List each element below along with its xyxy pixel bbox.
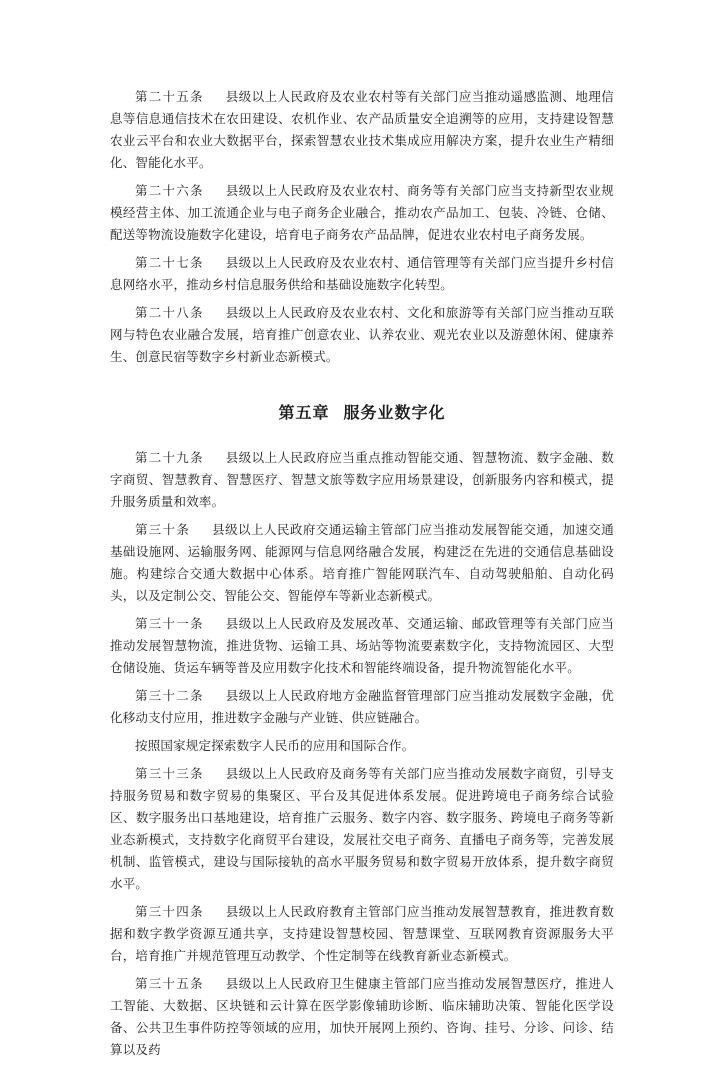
article-text: 县级以上人民政府及发展改革、交通运输、邮政管理等有关部门应当推动发展智慧物流，推进货物、运输工具、场站等物流要素数字化，支持物流园区、大型仓储设施、货运车辆等普及应用数字化技术和智能终端设备，提升物流智能化水平。 <box>110 616 614 675</box>
article-text: 县级以上人民政府应当重点推动智能交通、智慧物流、数字金融、数字商贸、智慧教育、智慧医疗、智慧文旅等数字应用场景建设，创新服务内容和模式，提升服务质量和效率。 <box>110 450 614 509</box>
article-paragraph <box>110 519 614 607</box>
article-paragraph <box>110 613 614 679</box>
article-number: 第三十二条 <box>135 688 204 703</box>
article-paragraph <box>110 973 614 1061</box>
article-text: 按照国家规定探索数字人民币的应用和国际合作。 <box>135 738 415 753</box>
article-paragraph <box>110 901 614 967</box>
article-paragraph <box>110 252 614 296</box>
chapter-title: 服务业数字化 <box>343 403 446 422</box>
document-page <box>110 86 614 1067</box>
article-paragraph <box>110 86 614 174</box>
article-number: 第二十八条 <box>135 305 204 320</box>
article-number: 第三十五条 <box>135 976 204 991</box>
article-number: 第二十九条 <box>135 450 204 465</box>
article-text: 县级以上人民政府及农业农村、文化和旅游等有关部门应当推动互联网与特色农业融合发展，培育推广创意农业、认养农业、观光农业以及游憩休闲、健康养生、创意民宿等数字乡村新业态新模式。 <box>110 305 614 364</box>
article-paragraph <box>110 735 614 757</box>
article-text: 县级以上人民政府地方金融监督管理部门应当推动发展数字金融，优化移动支付应用，推进数字金融与产业链、供应链融合。 <box>110 688 614 725</box>
article-paragraph <box>110 763 614 895</box>
article-paragraph <box>110 180 614 246</box>
article-number: 第三十一条 <box>135 616 204 631</box>
article-paragraph <box>110 685 614 729</box>
article-text: 县级以上人民政府交通运输主管部门应当推动发展智能交通，加速交通基础设施网、运输服务网、能源网与信息网络融合发展，构建泛在先进的交通信息基础设施。构建综合交通大数据中心体系。培育推广智能网联汽车、自动驾驶船舶、自动化码头，以及定制公交、智能公交、智能停车等新业态新模式。 <box>110 522 614 603</box>
article-paragraph <box>110 447 614 513</box>
article-text: 县级以上人民政府卫生健康主管部门应当推动发展智慧医疗，推进人工智能、大数据、区块链和云计算在医学影像辅助诊断、临床辅助决策、智能化医学设备、公共卫生事件防控等领域的应用，加快开展网上预约、咨询、挂号、分诊、问诊、结算以及药 <box>110 976 614 1057</box>
article-number: 第二十七条 <box>135 255 204 270</box>
article-text: 县级以上人民政府及商务等有关部门应当推动发展数字商贸，引导支持服务贸易和数字贸易的集聚区、平台及其促进体系发展。促进跨境电子商务综合试验区、数字服务出口基地建设，培育推广云服务、数字内容、数字服务、跨境电子商务等新业态新模式，支持数字化商贸平台建设，发展社交电子商务、直播电子商务等，完善发展机制、监管模式，建设与国际接轨的高水平服务贸易和数字贸易开放体系，提升数字商贸水平。 <box>110 766 614 891</box>
article-paragraph <box>110 302 614 368</box>
article-text: 县级以上人民政府及农业农村、商务等有关部门应当支持新型农业规模经营主体、加工流通企业与电子商务企业融合，推动农产品加工、包装、冷链、仓储、配送等物流设施数字化建设，培育电子商务农产品品牌，促进农业农村电子商务发展。 <box>110 183 614 242</box>
article-number: 第二十六条 <box>135 183 204 198</box>
article-text: 县级以上人民政府教育主管部门应当推动发展智慧教育，推进教育数据和数字教学资源互通共享，支持建设智慧校园、智慧课堂、互联网教育资源服务大平台，培育推广并规范管理互动教学、个性定制等在线教育新业态新模式。 <box>110 904 614 963</box>
chapter-number: 第五章 <box>278 403 330 422</box>
article-number: 第三十条 <box>135 522 191 537</box>
article-text: 县级以上人民政府及农业农村、通信管理等有关部门应当提升乡村信息网络水平，推动乡村信息服务供给和基础设施数字化转型。 <box>110 255 614 292</box>
article-number: 第三十四条 <box>135 904 204 919</box>
article-text: 县级以上人民政府及农业农村等有关部门应当推动遥感监测、地理信息等信息通信技术在农田建设、农机作业、农产品质量安全追溯等的应用，支持建设智慧农业云平台和农业大数据平台，探索智慧农业技术集成应用解决方案，提升农业生产精细化、智能化水平。 <box>110 89 614 170</box>
chapter-heading <box>110 400 614 423</box>
article-number: 第三十三条 <box>135 766 204 781</box>
article-number: 第二十五条 <box>135 89 204 104</box>
